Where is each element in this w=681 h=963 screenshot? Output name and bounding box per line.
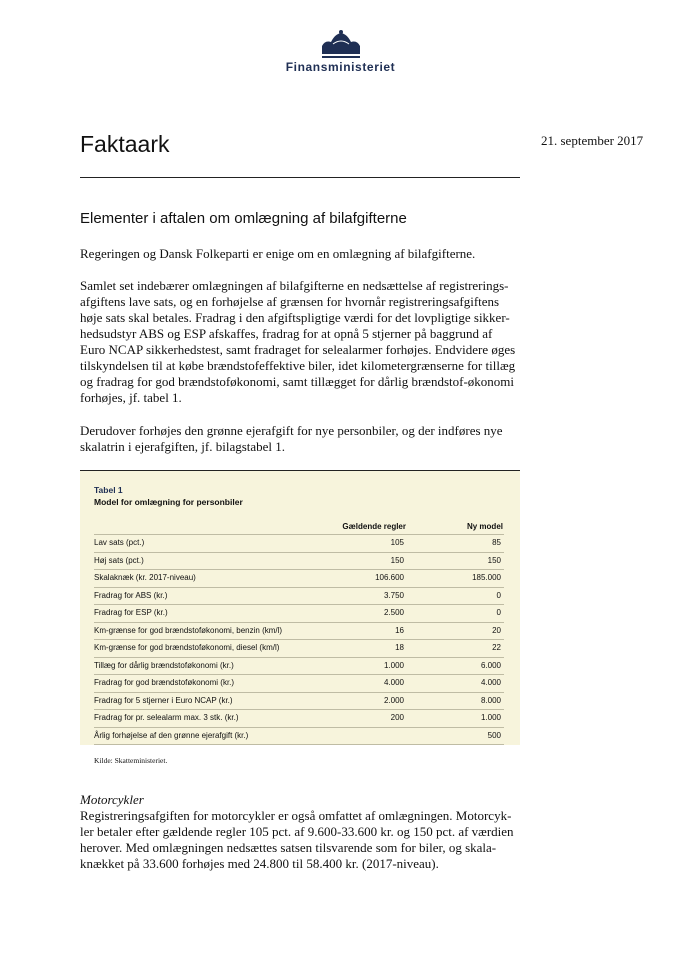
motorcycles-heading: Motorcykler: [80, 792, 144, 807]
row-new: 1.000: [480, 713, 501, 722]
row-label: Tillæg for dårlig brændstoføkonomi (kr.): [94, 660, 234, 670]
paragraph-motorcycles: Registreringsafgiften for motorcykler er også omfattet af omlægningen. Motorcyk-ler betaler efter gældende regler 105 pct. af 9.600-33.600 kr. og 150 pct. af værdien herover. Med omlægningen nedsættes satsen tilsvarende som for biler, og skala-knækket på 33.600 forhøjes med 24.800 til 58.400 kr. (2017-niveau).: [80, 808, 514, 871]
table-row: [94, 709, 504, 727]
crown-icon: [319, 30, 363, 60]
row-current: 4.000: [383, 678, 404, 687]
row-new: 500: [487, 730, 501, 740]
section-heading: Elementer i aftalen om omlægning af bilafgifterne: [80, 210, 407, 227]
paragraph-3: Derudover forhøjes den grønne ejerafgift for nye personbiler, og der indføres nye skalatrin i ejerafgiften, jf. bilagstabel 1.: [80, 423, 503, 454]
table-label: Tabel 1: [94, 485, 123, 495]
column-header-current: Gældende regler: [342, 522, 406, 531]
row-current: 1.000: [383, 660, 404, 670]
row-current: 18: [395, 643, 404, 652]
row-label: Km-grænse for god brændstoføkonomi, diesel (km/l): [94, 643, 280, 652]
paragraph-1: Regeringen og Dansk Folkeparti er enige om en omlægning af bilafgifterne.: [80, 246, 476, 261]
table-row: [94, 639, 504, 657]
table-source: Kilde: Skatteministeriet.: [94, 756, 168, 765]
row-label: Km-grænse for god brændstoføkonomi, benzin (km/l): [94, 625, 283, 635]
row-new: 22: [492, 643, 501, 652]
row-new: 20: [492, 625, 501, 635]
table-row: [94, 622, 504, 640]
row-new: 6.000: [480, 660, 501, 670]
row-label: Fradrag for ABS (kr.): [94, 590, 168, 600]
row-new: 0: [496, 608, 501, 617]
row-label: Fradrag for 5 stjerner i Euro NCAP (kr.): [94, 695, 233, 705]
row-label: Fradrag for ESP (kr.): [94, 608, 168, 617]
table-row: [94, 534, 504, 552]
table-row: [94, 569, 504, 587]
org-name: Finansministeriet: [285, 60, 396, 74]
logo: [0, 30, 681, 74]
table-row: [94, 587, 504, 605]
row-label: Fradrag for god brændstoføkonomi (kr.): [94, 678, 235, 687]
table-row: [94, 604, 504, 622]
table-1: [80, 470, 520, 745]
row-new: 85: [492, 538, 501, 547]
title-divider: [80, 177, 520, 178]
row-new: 8.000: [480, 695, 501, 705]
row-new: 185.000: [472, 573, 501, 582]
table-title: Model for omlægning for personbiler: [94, 497, 243, 507]
row-current: 106.600: [375, 573, 404, 582]
paragraph-2: Samlet set indebærer omlægningen af bilafgifterne en nedsættelse af registrerings-afgiftens lave sats, og en forhøjelse af grænsen for hvornår registreringsafgiftens høje sats skal betales. Fradrag i den afgiftspligtige værdi for det lovpligtige sikker-hedsudstyr ABS og ESP afskaffes, fradrag for at opnå 5 stjerner på baggrund af Euro NCAP sikkerhedstest, samt fradraget for selealarmer forhøjes. Endvidere øges tilskyndelsen til at købe brændstofeffektive biler, idet kilometergrænserne for tillæg og fradrag for god brændstoføkonomi, samt tillægget for dårlig brændstof-økonomi forhøjes, jf. tabel 1.: [80, 278, 516, 405]
row-label: Høj sats (pct.): [94, 555, 144, 565]
page-title: Faktaark: [80, 131, 170, 157]
row-new: 0: [496, 590, 501, 600]
table-body: [94, 534, 504, 745]
date: 21. september 2017: [541, 133, 644, 148]
row-label: Årlig forhøjelse af den grønne ejerafgift (kr.): [94, 730, 249, 740]
table-row: [94, 692, 504, 710]
row-current: 105: [390, 538, 404, 547]
row-label: Lav sats (pct.): [94, 538, 145, 547]
row-new: 4.000: [480, 678, 501, 687]
column-header-new: Ny model: [466, 522, 503, 531]
table-row: [94, 727, 504, 746]
row-current: 2.000: [383, 695, 404, 705]
table-row: [94, 657, 504, 675]
row-label: Skalaknæk (kr. 2017-niveau): [94, 573, 196, 582]
row-label: Fradrag for pr. selealarm max. 3 stk. (kr.): [94, 713, 239, 722]
row-current: 3.750: [383, 590, 404, 600]
row-current: 200: [390, 713, 404, 722]
row-current: 16: [395, 625, 404, 635]
row-new: 150: [487, 555, 501, 565]
table-row: [94, 552, 504, 570]
table-row: [94, 674, 504, 692]
row-current: 150: [390, 555, 404, 565]
row-current: 2.500: [383, 608, 404, 617]
